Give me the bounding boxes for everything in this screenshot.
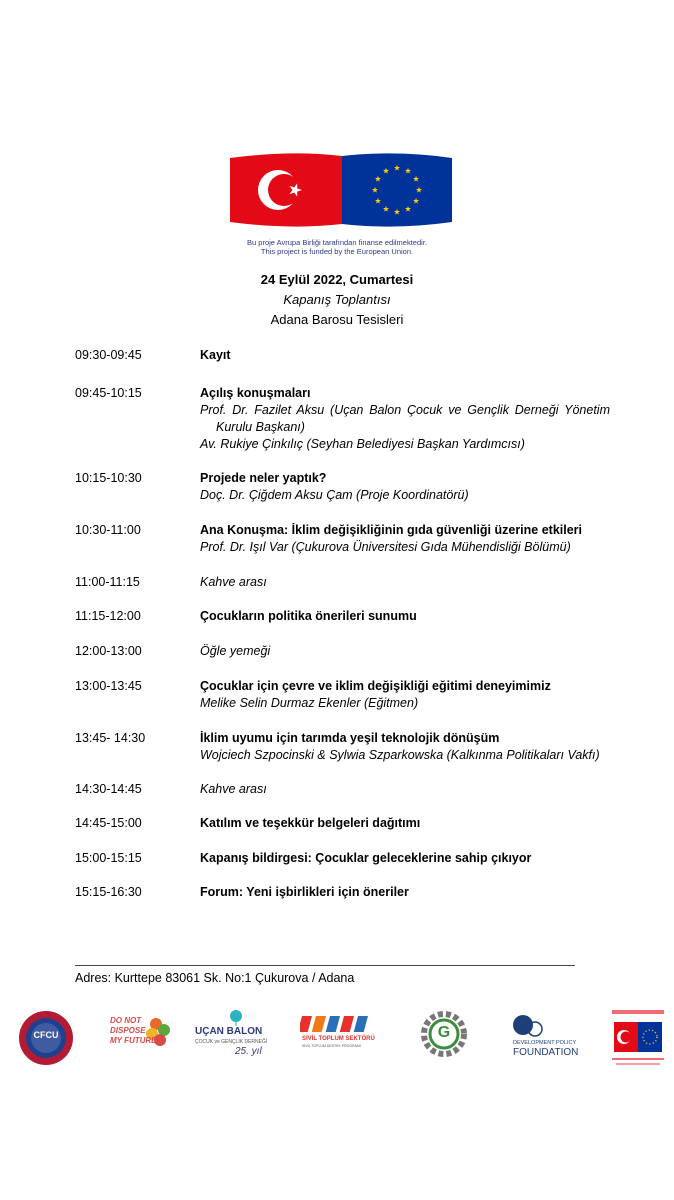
agenda-title: Çocuklar için çevre ve iklim değişikliği eğitimi deneyimimiz <box>200 679 551 693</box>
agenda-speaker: Doç. Dr. Çiğdem Aksu Çam (Proje Koordinatörü) <box>200 488 469 502</box>
agenda-title: Açılış konuşmaları <box>200 386 311 400</box>
dpf-logo <box>505 1010 595 1070</box>
agenda-title: Öğle yemeği <box>200 644 271 658</box>
agenda-time: 11:00-11:15 <box>75 575 140 589</box>
agenda-time: 09:45-10:15 <box>75 386 142 400</box>
cfcu-logo <box>18 1010 74 1070</box>
agenda-title: Kahve arası <box>200 782 267 796</box>
ucan-balon-sub: ÇOCUK ve GENÇLİK DERNEĞİ <box>195 1039 268 1045</box>
ucan-balon-anniversary: 25. yıl <box>235 1046 262 1057</box>
agenda-speaker: Prof. Dr. Işıl Var (Çukurova Üniversitesi Gıda Mühendisliği Bölümü) <box>200 540 571 554</box>
footer-divider <box>75 965 575 966</box>
agenda-time: 15:15-16:30 <box>75 885 142 899</box>
agenda-time: 10:15-10:30 <box>75 471 142 485</box>
dnd-line2: DISPOSE <box>110 1026 146 1035</box>
agenda-title: İklim uyumu için tarımda yeşil teknolojik dönüşüm <box>200 731 500 745</box>
address: Adres: Kurttepe 83061 Sk. No:1 Çukurova / Adana <box>75 971 355 985</box>
agenda-time: 13:45- 14:30 <box>75 731 146 745</box>
agenda-speaker: Melike Selin Durmaz Ekenler (Eğitmen) <box>200 696 419 710</box>
sivil-toplum-logo <box>300 1010 376 1070</box>
event-name: Kapanış Toplantısı <box>283 292 391 307</box>
dnd-line3: MY FUTURE! <box>110 1036 160 1045</box>
turkey-flag <box>230 153 342 226</box>
dpf-line2: FOUNDATION <box>513 1047 579 1058</box>
agenda-title: Kahve arası <box>200 575 267 589</box>
ucan-balon-name: UÇAN BALON <box>195 1026 263 1037</box>
agenda-speaker: Av. Rukiye Çinkılıç (Seyhan Belediyesi Başkan Yardımcısı) <box>200 437 525 451</box>
agenda-title: Katılım ve teşekkür belgeleri dağıtımı <box>200 816 421 830</box>
funding-tr: Bu proje Avrupa Birliği tarafından finanse edilmektedir. <box>247 238 427 247</box>
eu-flag <box>342 153 452 226</box>
agenda-time: 10:30-11:00 <box>75 523 141 537</box>
ucan-balon-logo <box>195 1010 277 1070</box>
cfcu-text: CFCU <box>33 1030 59 1040</box>
event-heading <box>0 270 674 330</box>
agenda-time: 15:00-15:15 <box>75 851 142 865</box>
eu-ministry-logo <box>612 1010 664 1070</box>
agenda-time: 13:00-13:45 <box>75 679 142 693</box>
agenda-time: 09:30-09:45 <box>75 348 142 362</box>
event-venue: Adana Barosu Tesisleri <box>270 312 404 327</box>
agenda-time: 11:15-12:00 <box>75 609 141 623</box>
agenda-title: Çocukların politika önerileri sunumu <box>200 609 417 623</box>
turkey-eu-flags <box>230 150 452 230</box>
agenda-title: Projede neler yaptık? <box>200 471 327 485</box>
agenda-speaker: Wojciech Szpocinski & Sylwia Szparkowska (Kalkınma Politikaları Vakfı) <box>200 748 600 762</box>
agenda-title: Kayıt <box>200 348 231 362</box>
do-not-dispose-logo <box>106 1010 172 1070</box>
funding-notice <box>200 238 474 256</box>
agenda-title: Forum: Yeni işbirlikleri için öneriler <box>200 885 409 899</box>
agenda-title: Ana Konuşma: İklim değişikliğinin gıda güvenliği üzerine etkileri <box>200 523 583 537</box>
agenda-title: Kapanış bildirgesi: Çocuklar geleceklerine sahip çıkıyor <box>200 851 532 865</box>
dnd-line1: DO NOT <box>110 1016 142 1025</box>
sivil-toplum-sub: SİVİL TOPLUM DESTEK PROGRAMI <box>302 1044 361 1048</box>
dpf-line1: DEVELOPMENT POLICY <box>513 1040 577 1046</box>
sivil-toplum-name: SİVİL TOPLUM SEKTÖRÜ <box>302 1036 375 1042</box>
gear-logo <box>420 1010 468 1070</box>
agenda-time: 14:45-15:00 <box>75 816 142 830</box>
agenda-time: 12:00-13:00 <box>75 644 142 658</box>
event-date: 24 Eylül 2022, Cumartesi <box>260 272 414 287</box>
gear-letter: G <box>437 1024 451 1041</box>
agenda-speaker: Prof. Dr. Fazilet Aksu (Uçan Balon Çocuk ve Gençlik Derneği Yönetim <box>200 403 610 417</box>
funding-en: This project is funded by the European Union. <box>260 247 414 256</box>
agenda-time: 14:30-14:45 <box>75 782 142 796</box>
agenda-speaker: Kurulu Başkanı) <box>216 420 305 434</box>
